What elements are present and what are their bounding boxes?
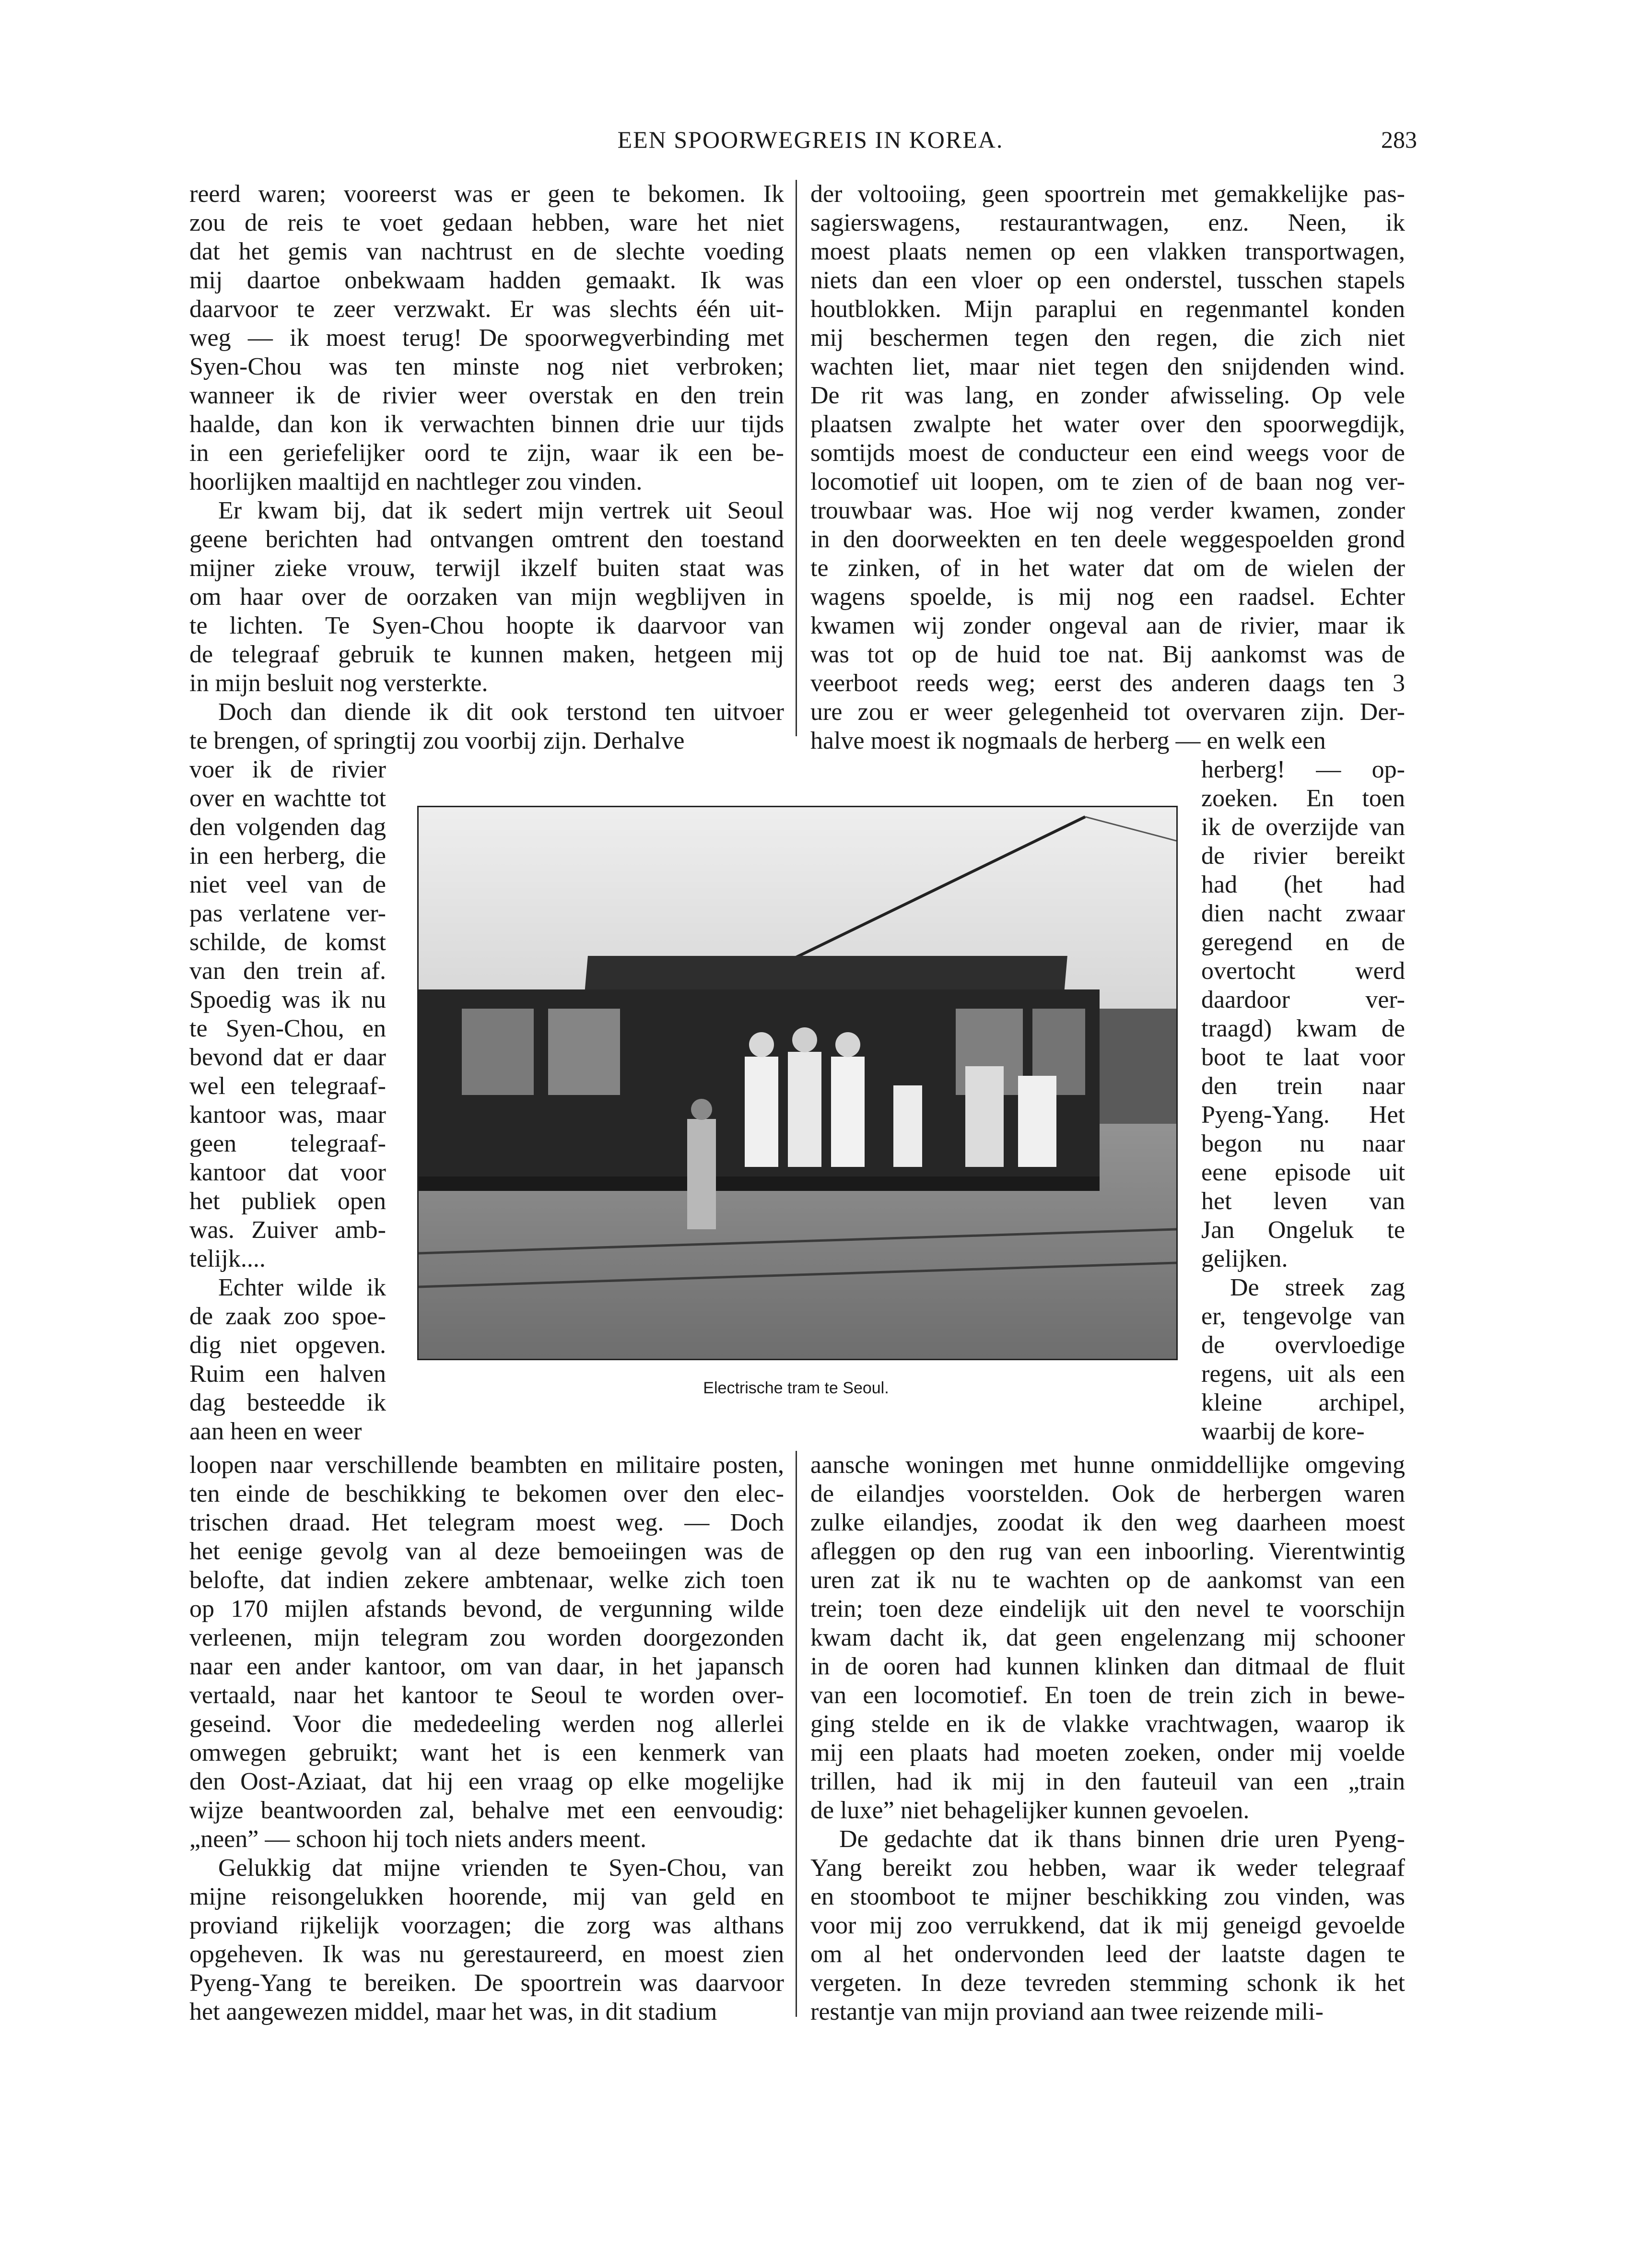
text-line: niet veel van de — [189, 871, 386, 898]
text-line: op 170 mijlen afstands bevond, de vergunning wilde — [189, 1595, 784, 1623]
child-head — [691, 1099, 712, 1120]
text-line: trouwbaar was. Hoe wij nog verder kwamen, zonder — [810, 497, 1405, 524]
text-line: begon nu naar — [1201, 1130, 1405, 1157]
text-line: der voltooiing, geen spoortrein met gemakkelijke pas- — [810, 180, 1405, 208]
text-line: hoorlijken maaltijd en nachtleger zou vinden. — [189, 468, 643, 495]
figure-photo — [417, 806, 1178, 1360]
text-line: in een geriefelijker oord te zijn, waar ik een be- — [189, 439, 784, 467]
text-line: het publiek open — [189, 1188, 386, 1215]
text-line: Echter wilde ik — [218, 1274, 386, 1301]
text-line: te lichten. Te Syen-Chou hoopte ik daarvoor van — [189, 612, 784, 639]
text-line: uren zat ik nu te wachten op de aankomst van een — [810, 1566, 1405, 1594]
column-rule-top — [796, 180, 797, 736]
text-line: over en wachtte tot — [189, 785, 386, 812]
text-line: traagd) kwam de — [1201, 1015, 1405, 1042]
text-line: wel een telegraaf- — [189, 1072, 386, 1100]
text-line: wanneer ik de rivier weer overstak en den trein — [189, 382, 784, 409]
text-line: moest plaats nemen op een vlakken transportwagen, — [810, 238, 1405, 265]
text-line: dat het gemis van nachtrust en de slechte voeding — [189, 238, 784, 265]
text-line: geen telegraaf- — [189, 1130, 386, 1157]
text-line: in de ooren had kunnen klinken dan ditmaal de fluit — [810, 1653, 1405, 1680]
child-standing — [687, 1119, 716, 1229]
tram-window-2 — [548, 1009, 620, 1095]
text-line: in den doorweekten en ten deele weggespoelden grond — [810, 526, 1405, 553]
text-line: dag besteedde ik — [189, 1389, 386, 1416]
text-line: de zaak zoo spoe- — [189, 1303, 386, 1330]
text-line: daarvoor te zeer verzwakt. Er was slechts één uit- — [189, 295, 784, 323]
text-line: daardoor ver- — [1201, 986, 1405, 1013]
passenger-2 — [788, 1052, 821, 1167]
text-line: ure zou er weer gelegenheid tot overvaren zijn. Der- — [810, 698, 1405, 726]
passenger-3-head — [835, 1032, 860, 1057]
text-line: vergeten. In deze tevreden stemming schonk ik het — [810, 1969, 1405, 1997]
text-line: eene episode uit — [1201, 1159, 1405, 1186]
text-line: de luxe” niet behagelijker kunnen gevoelen. — [810, 1797, 1250, 1824]
text-line: kantoor was, maar — [189, 1101, 386, 1129]
passenger-4 — [893, 1085, 922, 1167]
text-line: vertaald, naar het kantoor te Seoul te worden over- — [189, 1682, 784, 1709]
text-line: Syen-Chou was ten minste nog niet verbroken; — [189, 353, 784, 380]
tram-photo-illustration — [419, 807, 1176, 1359]
left-column-top — [189, 180, 784, 755]
right-column-top — [810, 180, 1405, 755]
text-line: omwegen gebruikt; want het is een kenmerk van — [189, 1739, 784, 1766]
text-line: sagierswagens, restaurantwagen, enz. Neen, ik — [810, 209, 1405, 236]
text-line: voer ik de rivier — [189, 756, 386, 783]
text-line: zou de reis te voet gedaan hebben, ware het niet — [189, 209, 784, 236]
text-line: „neen” — schoon hij toch niets anders meent. — [189, 1825, 647, 1853]
text-line: bevond dat er daar — [189, 1044, 386, 1071]
text-line: dig niet opgeven. — [189, 1331, 386, 1359]
text-line: proviand rijkelijk voorzagen; die zorg was althans — [189, 1912, 784, 1939]
text-line: loopen naar verschillende beambten en militaire posten, — [189, 1451, 784, 1479]
text-line: halve moest ik nogmaals de herberg — en welk een — [810, 727, 1326, 754]
text-line: De streek zag — [1230, 1274, 1405, 1301]
text-line: De gedachte dat ik thans binnen drie uren Pyeng- — [839, 1825, 1405, 1853]
text-line: de overvloedige — [1201, 1331, 1405, 1359]
text-line: verleenen, mijn telegram zou worden doorgezonden — [189, 1624, 784, 1651]
text-line: regens, uit als een — [1201, 1360, 1405, 1388]
text-line: de rivier bereikt — [1201, 842, 1405, 870]
text-line: den Oost-Aziaat, dat hij een vraag op elke mogelijke — [189, 1768, 784, 1795]
text-line: mij beschermen tegen den regen, die zich niet — [810, 324, 1405, 352]
text-line: aan heen en weer — [189, 1418, 362, 1445]
column-rule-bottom — [796, 1451, 797, 2017]
text-line: had (het had — [1201, 871, 1405, 898]
text-line: te brengen, of springtij zou voorbij zijn. Derhalve — [189, 727, 685, 754]
text-line: was. Zuiver amb- — [189, 1216, 386, 1244]
text-line: naar een ander kantoor, om van daar, in het japansch — [189, 1653, 784, 1680]
text-line: trein; toen deze eindelijk uit den nevel te voorschijn — [810, 1595, 1405, 1623]
text-line: wachten liet, maar niet tegen den snijdenden wind. — [810, 353, 1405, 380]
text-line: in mijn besluit nog versterkte. — [189, 670, 488, 697]
text-line: zulke eilandjes, zoodat ik den weg daarheen moest — [810, 1509, 1405, 1536]
tram-floor — [419, 1177, 1100, 1191]
text-line: houtblokken. Mijn paraplui en regenmantel konden — [810, 295, 1405, 323]
text-line: de eilandjes voorstelden. Ook de herbergen waren — [810, 1480, 1405, 1507]
left-column-bottom — [189, 1451, 784, 2026]
text-line: te Syen-Chou, en — [189, 1015, 386, 1042]
text-line: dien nacht zwaar — [1201, 900, 1405, 927]
text-line: Er kwam bij, dat ik sedert mijn vertrek uit Seoul — [218, 497, 784, 524]
text-line: was tot op de huid toe nat. Bij aankomst was de — [810, 641, 1405, 668]
text-line: niets dan een vloer op een onderstel, tusschen stapels — [810, 267, 1405, 294]
text-line: kantoor dat voor — [189, 1159, 386, 1186]
text-line: het aangewezen middel, maar het was, in dit stadium — [189, 1998, 717, 2025]
right-column-narrow — [1201, 755, 1405, 1446]
text-line: wagens spoelde, is mij nog een raadsel. Echter — [810, 583, 1405, 611]
passenger-2-head — [792, 1027, 817, 1052]
text-line: van een locomotief. En toen de trein zich in bewe- — [810, 1682, 1405, 1709]
text-line: restantje van mijn proviand aan twee reizende mili- — [810, 1998, 1324, 2025]
page-header-title: EEN SPOORWEGREIS IN KOREA. — [617, 126, 1004, 153]
text-line: gelijken. — [1201, 1245, 1288, 1272]
text-line: geene berichten had ontvangen omtrent den toestand — [189, 526, 784, 553]
text-line: Ruim een halven — [189, 1360, 386, 1388]
text-line: het eenige gevolg van al deze bemoeiingen was de — [189, 1538, 784, 1565]
text-line: boot te laat voor — [1201, 1044, 1405, 1071]
text-line: Gelukkig dat mijne vrienden te Syen-Chou, van — [218, 1854, 784, 1882]
tram-window-1 — [462, 1009, 534, 1095]
text-line: ten einde de beschikking te bekomen over den elec- — [189, 1480, 784, 1507]
text-line: de telegraaf gebruik te kunnen maken, hetgeen mij — [189, 641, 784, 668]
text-line: om al het ondervonden leed der laatste dagen te — [810, 1941, 1405, 1968]
text-line: kwam dacht ik, dat geen engelenzang mij schooner — [810, 1624, 1405, 1651]
passenger-1 — [745, 1057, 778, 1167]
text-line: het leven van — [1201, 1188, 1405, 1215]
text-line: De rit was lang, en zonder afwisseling. Op vele — [810, 382, 1405, 409]
passenger-6 — [1018, 1076, 1056, 1167]
text-line: trillen, had ik mij in den fauteuil van een „train — [810, 1768, 1405, 1795]
text-line: van den trein af. — [189, 957, 386, 985]
text-line: telijk.... — [189, 1245, 266, 1272]
text-line: den trein naar — [1201, 1072, 1405, 1100]
figure-caption: Electrische tram te Seoul. — [703, 1379, 889, 1397]
text-line: er, tengevolge van — [1201, 1303, 1405, 1330]
passenger-5 — [965, 1066, 1004, 1167]
text-line: in een herberg, die — [189, 842, 386, 870]
text-line: voor mij zoo verrukkend, dat ik mij geneigd gevoelde — [810, 1912, 1405, 1939]
text-line: om haar over de oorzaken van mijn wegblijven in — [189, 583, 784, 611]
text-line: veerboot reeds weg; eerst des anderen daags ten 3 — [810, 670, 1405, 697]
text-line: mij daartoe onbekwaam hadden gemaakt. Ik was — [189, 267, 784, 294]
text-line: haalde, dan kon ik verwachten binnen drie uur tijds — [189, 411, 784, 438]
text-line: geseind. Voor die mededeeling werden nog allerlei — [189, 1710, 784, 1738]
text-line: afleggen op den rug van een inboorling. Vierentwintig — [810, 1538, 1405, 1565]
text-line: geregend en de — [1201, 929, 1405, 956]
text-line: plaatsen zwalpte het water over den spoorwegdijk, — [810, 411, 1405, 438]
text-line: herberg! — op- — [1201, 756, 1405, 783]
left-column-narrow — [189, 755, 386, 1446]
text-line: wijze beantwoorden zal, behalve met een eenvoudig: — [189, 1797, 784, 1824]
passenger-1-head — [749, 1032, 774, 1057]
text-line: ging stelde en ik de vlakke vrachtwagen, waarop ik — [810, 1710, 1405, 1738]
text-line: somtijds moest de conducteur een eind weegs voor de — [810, 439, 1405, 467]
text-line: schilde, de komst — [189, 929, 386, 956]
text-line: te zinken, of in het water dat om de wielen der — [810, 554, 1405, 582]
text-line: belofte, dat indien zekere ambtenaar, welke zich toen — [189, 1566, 784, 1594]
text-line: aansche woningen met hunne onmiddellijke omgeving — [810, 1451, 1405, 1479]
text-line: ik de overzijde van — [1201, 813, 1405, 841]
tram-roof — [585, 956, 1067, 994]
text-line: kleine archipel, — [1201, 1389, 1405, 1416]
text-line: Pyeng-Yang. Het — [1201, 1101, 1405, 1129]
text-line: waarbij de kore- — [1201, 1418, 1365, 1445]
text-line: Doch dan diende ik dit ook terstond ten uitvoer — [218, 698, 784, 726]
text-line: kwamen wij zonder ongeval aan de rivier, maar ik — [810, 612, 1405, 639]
text-line: locomotief uit loopen, om te zien of de baan nog ver- — [810, 468, 1405, 495]
text-line: mij een plaats had moeten zoeken, onder mij voelde — [810, 1739, 1405, 1766]
text-line: reerd waren; vooreerst was er geen te bekomen. Ik — [189, 180, 784, 208]
text-line: Spoedig was ik nu — [189, 986, 386, 1013]
text-line: trischen draad. Het telegram moest weg. — Doch — [189, 1509, 784, 1536]
text-line: weg — ik moest terug! De spoorwegverbinding met — [189, 324, 784, 352]
right-column-bottom — [810, 1451, 1405, 2026]
passenger-3 — [831, 1057, 865, 1167]
text-line: opgeheven. Ik was nu gerestaureerd, en moest zien — [189, 1941, 784, 1968]
text-line: overtocht werd — [1201, 957, 1405, 985]
text-line: pas verlatene ver- — [189, 900, 386, 927]
text-line: zoeken. En toen — [1201, 785, 1405, 812]
text-line: mijner zieke vrouw, terwijl ikzelf buiten staat was — [189, 554, 784, 582]
text-line: den volgenden dag — [189, 813, 386, 841]
text-line: mijne reisongelukken hoorende, mij van geld en — [189, 1883, 784, 1910]
text-line: en stoomboot te mijner beschikking zou vinden, was — [810, 1883, 1405, 1910]
page-number: 283 — [1381, 126, 1417, 153]
text-line: Pyeng-Yang te bereiken. De spoortrein was daarvoor — [189, 1969, 784, 1997]
text-line: Yang bereikt zou hebben, waar ik weder telegraaf — [810, 1854, 1405, 1882]
text-line: Jan Ongeluk te — [1201, 1216, 1405, 1244]
